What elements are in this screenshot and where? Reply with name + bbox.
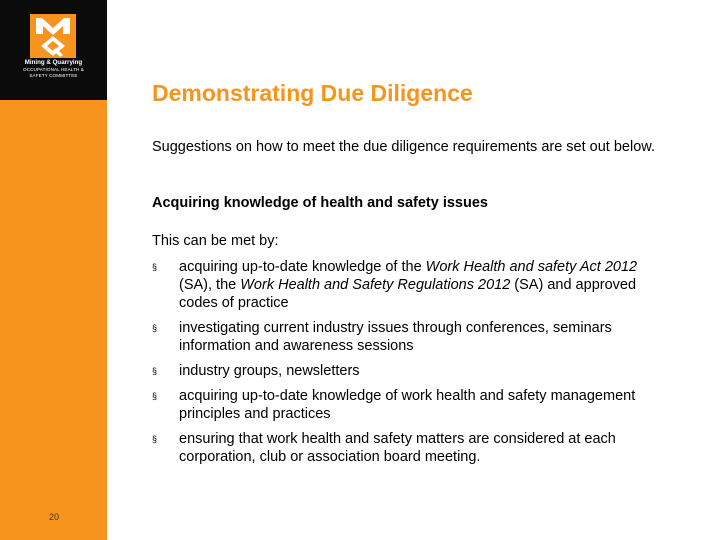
lead-text: This can be met by: [152, 233, 279, 249]
bullet-icon: § [152, 434, 158, 444]
regulations-name: Work Health and Safety Regulations 2012 [240, 277, 511, 293]
orange-sidebar [0, 0, 107, 540]
bullet-icon: § [152, 391, 158, 401]
list-item [152, 430, 672, 466]
list-item [152, 258, 672, 312]
list-item [152, 387, 672, 423]
page-number: 20 [48, 512, 59, 522]
intro-text: Suggestions on how to meet the due diligence requirements are set out below. [152, 139, 655, 155]
bullet-text: acquiring up-to-date knowledge of work health and safety management principles and practices [179, 388, 636, 422]
act-name: Work Health and safety Act 2012 [425, 259, 638, 275]
bullet-text: acquiring up-to-date knowledge of the [179, 259, 426, 275]
bullet-icon: § [152, 366, 158, 376]
logo [0, 0, 107, 100]
logo-subtitle [0, 67, 107, 79]
bullet-text: (SA) and approved codes of practice [179, 277, 637, 311]
bullet-text: industry groups, newsletters [179, 363, 360, 379]
section-heading: Acquiring knowledge of health and safety issues [152, 195, 488, 211]
logo-subtitle-line: OCCUPATIONAL HEALTH & [23, 67, 84, 72]
bullet-list [152, 258, 672, 473]
logo-subtitle-line: SAFETY COMMITTEE [29, 73, 78, 78]
slide-title: Demonstrating Due Diligence [152, 80, 473, 106]
bullet-text: investigating current industry issues through conferences, seminars information and awareness sessions [179, 320, 612, 354]
list-item [152, 319, 672, 355]
logo-title: Mining & Quarrying [24, 59, 83, 66]
bullet-icon: § [152, 262, 158, 272]
list-item [152, 362, 672, 380]
bullet-text: ensuring that work health and safety matters are considered at each corporation, club or association board meeting. [179, 431, 616, 465]
mq-logo-icon [30, 14, 76, 58]
bullet-text: (SA), the [179, 277, 241, 293]
bullet-icon: § [152, 323, 158, 333]
